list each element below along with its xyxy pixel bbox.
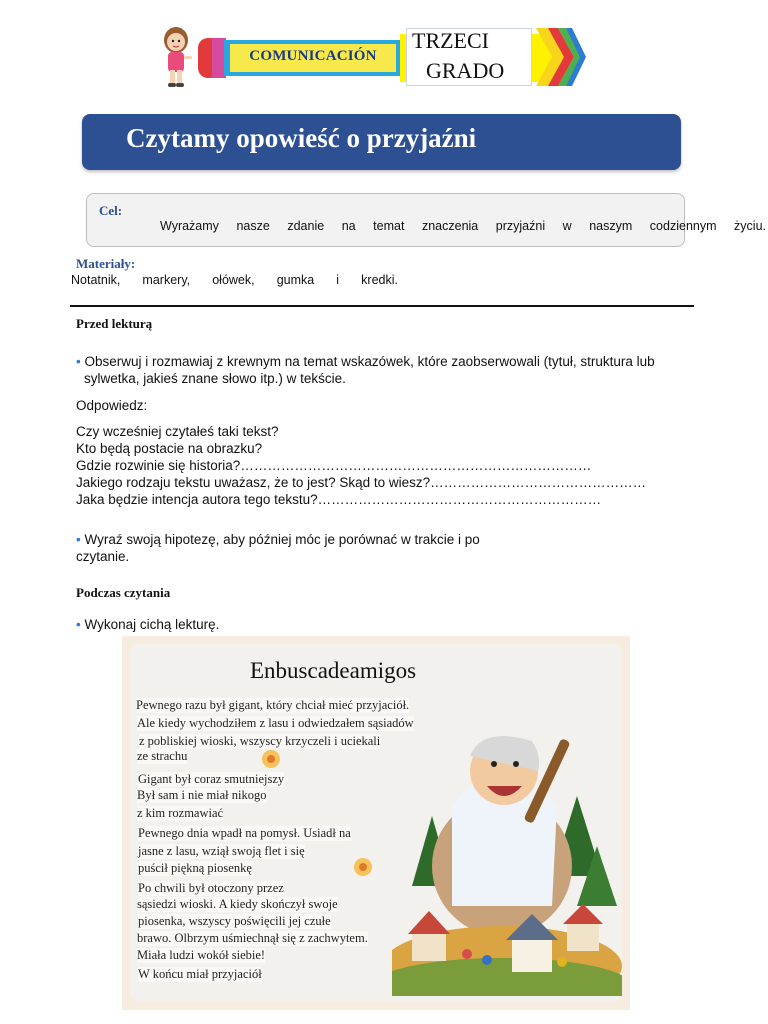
story-line: Pewnego dnia wpadł na pomysł. Usiadł na — [138, 826, 351, 840]
before-reading-heading: Przed lekturą — [76, 316, 153, 331]
story-line: jasne z lasu, wziął swoją flet i się — [138, 844, 305, 858]
bullet-2-line-2: czytanie. — [76, 549, 130, 564]
bullet-icon: • — [76, 354, 81, 369]
bullet-1-line-2: sylwetka, jakieś znane słowo itp.) w tekście. — [84, 371, 346, 386]
materials-label: Materiały: — [76, 256, 136, 271]
story-line: sąsiedzi wioski. A kiedy skończył swoje — [137, 897, 338, 911]
grade-line-2: GRADO — [426, 58, 505, 83]
chevron-arrows-icon — [536, 26, 586, 88]
answer-label: Odpowiedz: — [76, 398, 148, 413]
question-list — [76, 423, 696, 508]
during-reading-heading: Podczas czytania — [76, 585, 171, 600]
goal-text: Wyrażamy nasze zdanie na temat znaczenia przyjaźni w naszym codziennym życiu. — [160, 219, 766, 233]
bullet-icon: • — [76, 617, 81, 632]
story-line: Pewnego razu był gigant, który chciał mieć przyjaciół. — [136, 698, 410, 712]
bullet-icon: • — [76, 532, 81, 547]
during-reading-text: Wykonaj cichą lekturę. — [84, 617, 220, 632]
story-line: piosenka, wszyscy poświęcili jej czułe — [138, 914, 331, 928]
story-line: Po chwili był otoczony przez — [138, 881, 284, 895]
header-banner — [150, 22, 590, 92]
divider — [70, 305, 694, 307]
course-label: COMUNICACIÓN — [249, 48, 377, 64]
title-bar — [82, 114, 681, 170]
story-line: z kim rozmawiać — [137, 806, 224, 820]
question-item: Jakiego rodzaju tekstu uważasz, że to jest? Skąd to wiesz?………………………………………… — [76, 475, 647, 490]
flower-icon — [260, 748, 282, 770]
story-title: Enbuscadeamigos — [250, 658, 417, 683]
during-reading-bullet — [76, 616, 219, 633]
bullet-1-line-1: Obserwuj i rozmawiaj z krewnym na temat wskazówek, które zaobserwowali (tytuł, struktura lub — [84, 354, 655, 369]
before-reading-bullet-1 — [76, 353, 696, 387]
story-line: puścił piękną piosenkę — [138, 861, 252, 875]
bullet-2-line-1: Wyraź swoją hipotezę, aby później móc je porównać w trakcie i po — [84, 532, 480, 547]
story-line: brawo. Olbrzym uśmiechnął się z zachwytem. — [137, 931, 368, 945]
girl-mascot-icon — [158, 26, 194, 88]
question-item: Gdzie rozwinie się historia?…………………………………………………………………… — [76, 458, 592, 473]
story-line: Miała ludzi wokół siebie! — [137, 948, 266, 962]
story-illustration — [122, 636, 630, 1010]
question-item: Czy wcześniej czytałeś taki tekst? — [76, 424, 279, 439]
question-item: Jaka będzie intencja autora tego tekstu?……………………………………………………… — [76, 492, 602, 507]
materials-text: Notatnik, markery, ołówek, gumka i kredki. — [71, 273, 398, 287]
story-line: Gigant był coraz smutniejszy — [138, 772, 285, 786]
goal-label: Cel: — [99, 203, 123, 218]
story-line: z pobliskiej wioski, wszyscy krzyczeli i uciekali — [139, 734, 381, 748]
flower-icon — [352, 856, 374, 878]
story-line: W końcu miał przyjaciół — [138, 967, 262, 981]
grade-line-1: TRZECI — [412, 28, 489, 53]
story-line: ze strachu — [137, 749, 188, 763]
question-item: Kto będą postacie na obrazku? — [76, 441, 263, 456]
before-reading-bullet-2 — [76, 531, 696, 565]
page-title: Czytamy opowieść o przyjaźni — [126, 123, 477, 153]
giant-illustration-icon — [392, 716, 622, 996]
story-line: Był sam i nie miał nikogo — [137, 788, 267, 802]
story-line: Ale kiedy wychodziłem z lasu i odwiedzałem sąsiadów — [137, 716, 414, 730]
